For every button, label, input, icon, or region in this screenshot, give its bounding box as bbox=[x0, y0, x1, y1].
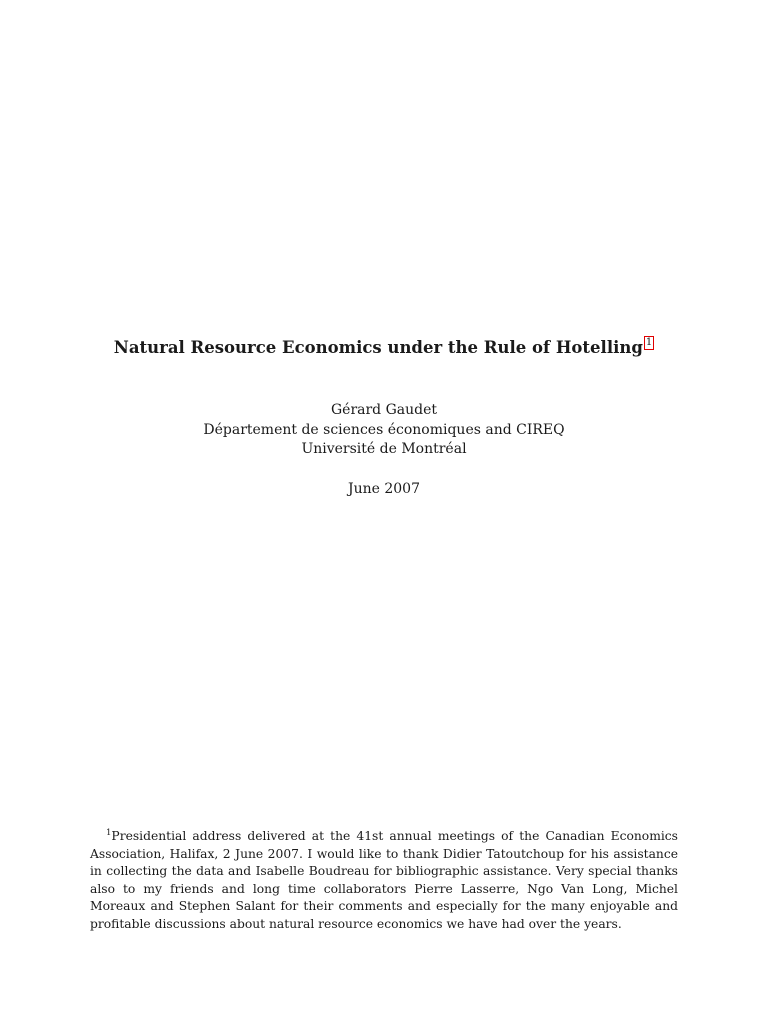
footnote-text: Presidential address delivered at the 41st annual meetings of the Canadian Economics Association, Halifax, 2 June 2007. I would like to thank Didier Tatoutchoup for his assistance in collecting the data and Isabelle Boudreau for bibliographic assistance. Very special thanks also to my friends and long time collaborators Pierre Lasserre, Ngo Van Long, Michel Moreaux and Stephen Salant for their comments and especially for the many enjoyable and profitable discussions about natural resource economics we have had over the years. bbox=[90, 829, 678, 931]
footnote-mark: 1 bbox=[106, 828, 112, 838]
paper-date: June 2007 bbox=[347, 481, 420, 497]
footnote bbox=[90, 828, 678, 933]
footnote-link[interactable]: 1 bbox=[645, 337, 653, 348]
author-department: Département de sciences économiques and CIREQ bbox=[203, 421, 565, 438]
author-name: Gérard Gaudet bbox=[330, 402, 438, 418]
paper-title-text: Natural Resource Economics under the Rule of Hotelling bbox=[113, 338, 643, 357]
paper-title bbox=[0, 336, 768, 359]
author-block bbox=[0, 401, 768, 460]
author-university: Université de Montréal bbox=[301, 441, 467, 457]
